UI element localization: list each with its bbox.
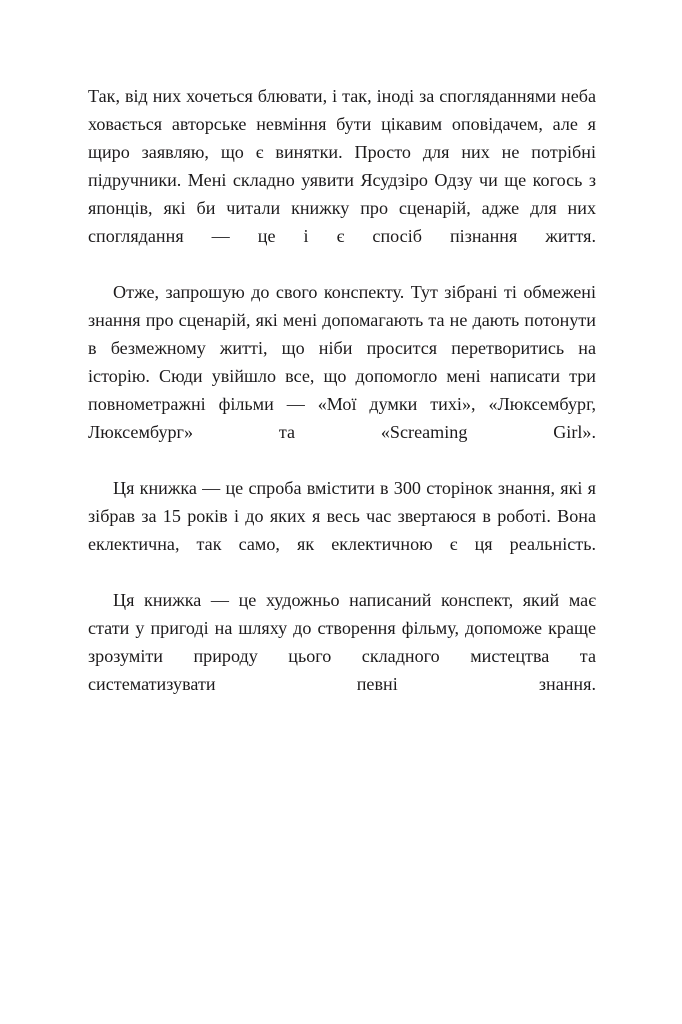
paragraph: Ця книжка — це спроба вмістити в 300 сторінок знання, які я зібрав за 15 років і до яких я весь час звертаюся в роботі. Вона еклектична, так само, як еклектичною є ця реальність. <box>88 478 596 554</box>
paragraph: Отже, запрошую до свого конспекту. Тут зібрані ті обмежені знання про сценарій, які мені допомагають та не дають потонути в безмежному житті, що ніби просится перетворитись на історію. Сюди увійшло все, що допомогло мені написати три повнометражні фільми — «Мої думки тихі», «Люксембург, Люксембург» та «Screaming Girl». <box>88 282 596 442</box>
paragraph: Так, від них хочеться блювати, і так, іноді за спогляданнями неба ховається авторське невміння бути цікавим оповідачем, але я щиро заявляю, що є винятки. Просто для них не потрібні підручники. Мені складно уявити Ясудзіро Одзу чи ще когось з японців, які би читали книжку про сценарій, адже для них споглядання — це і є спосіб пізнання життя. <box>88 86 596 246</box>
paragraph: Ця книжка — це художньо написаний конспект, який має стати у пригоді на шляху до створення фільму, допоможе краще зрозуміти природу цього складного мистецтва та систематизувати певні знання. <box>88 590 596 694</box>
page-text-block <box>88 82 596 726</box>
